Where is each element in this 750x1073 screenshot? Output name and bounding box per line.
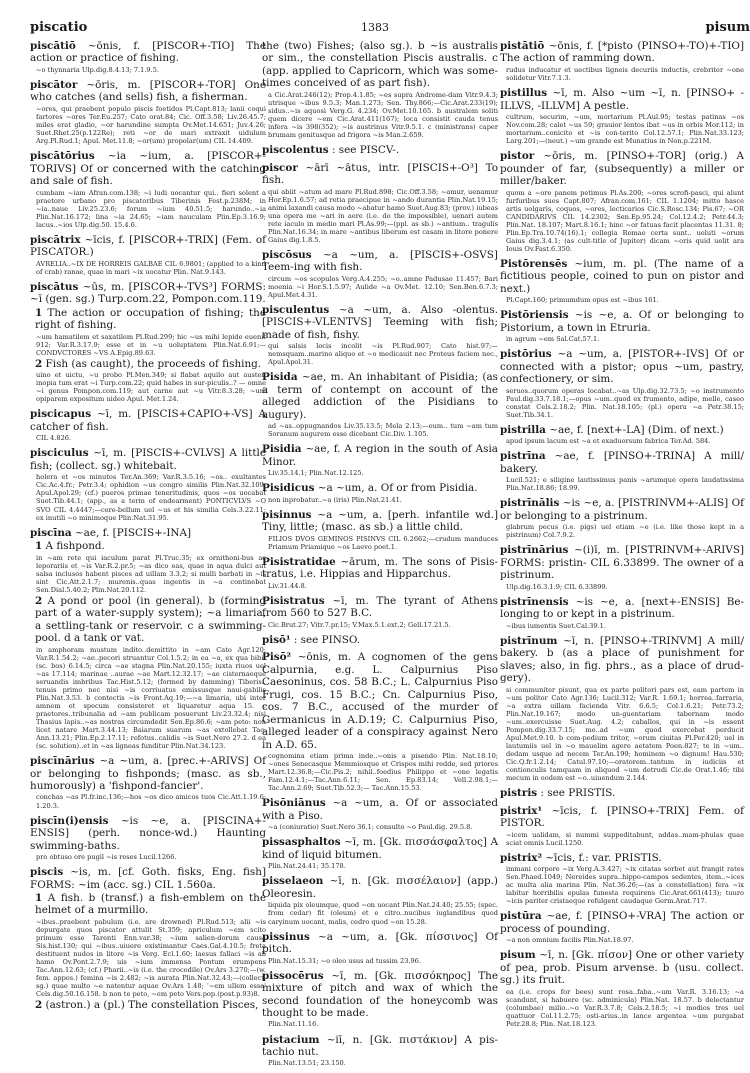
sense-number: 2 [35,999,43,1012]
citations: FILIOS DVOS GEMINOS PISINVS CIL 6.2662;—crudum manduces Priamum Priamique ~os Laevo poet.1. [268,534,498,551]
entry-head [500,596,744,621]
definition: ~a ~um, a. [PISCIS+-OSVS] Teem-ing with fish. [262,248,498,274]
dictionary-entry [500,348,744,419]
entry-head [500,805,744,830]
headword: piscīna [30,526,72,539]
citations: non inprobatur..~a (iris) Plin.Nat.21.41. [268,495,402,504]
dictionary-entry [30,281,266,404]
entry-head [500,450,744,475]
headword: Pistōrensēs [500,257,568,270]
headword: pissinus [262,930,310,943]
dictionary-entry [500,40,744,82]
headword: pistrix² [500,851,543,864]
dictionary-entry [262,634,498,646]
citations: in ~am rete qui iaculum parat Pl.Truc.35; ex ornithoni-bus ac leporariis et ~is Var.R.2.pr.5; ~as dico eas, quae in aqua dulci aut salsa inclusos habent pisces ad uillam 3.3.2; si mulli barbati in ~is sint Cic.Att.2.1.7; murenis..quas ingentis in ~a continebat Sen.Dial.5.40.2; Plin.Nat.20.112. [36,553,266,594]
entry-head [262,634,498,646]
citations: AVRELIA..~IX DE HORREIS GALBAE CIL 6.9801; (applied to a kind of crab) ranae, quae in mari ~ix uocatur Plin. Nat.9.143. [36,259,266,276]
entry-head [262,509,498,534]
dictionary-entry [262,482,498,504]
citations: quom a ~ore panem petimus Pl.As.200; ~ores scrofi-pasci, qui alunt furfuribus sues Capt.807; Afran.com.161; CIL 1.1204; mitto hasce artis uolgaris, coquos, ~ores, lecticarios Cic.S.Rosc.134; Pis.67; ~OR CANDIDARIVS CIL 14.2302; Sen.Ep.95.24; Col.12.4.2; Petr.44.3; Plin.Nat. 18.107; Mart.8.16.1; hinc ~or fatuas facit placentas 11.31. 8; Plin.Ep.Tra.10.74(16).1; collegia Romae certa sunt.. ueluti ~orum Gaius dig.3.4.1; (as cult-title of Jupiter) dicam ~oris quid uelit ara Iouis Ov.Fast.6.350. [506,188,744,253]
headword: Pisida [262,371,298,384]
definition: ~is ~e, a. [PISTRINVM+-ALIS] Of or belonging to a pistrinum. [500,497,744,522]
entry-head [262,931,498,956]
headword: pistrix¹ [500,804,543,817]
sense [30,307,266,332]
dictionary-entry [30,527,266,750]
definition: ~a ~um, a. Of or associated with a Piso. [262,797,498,822]
headword: pisō¹ [262,633,291,646]
citations: apud ipsum lacum est ~a et exaduorsum fabrica Ter.Ad. 584. [506,437,711,446]
dictionary-entry [500,596,744,630]
entry-head [500,424,744,436]
sense-number: 2 [35,594,43,607]
definition: ~ī, m. [PISCIS+-CVLVS] A little fish; (collect. sg.) whitebait. [30,447,266,472]
column-1 [30,40,266,1017]
definition: ~is ~e, a. [PISCINA+-ENSIS] (perh. nonce-wd.) Haunting swimming-baths. [30,814,266,852]
definition: ~ae, f. A region in the south of Asia Minor. [262,443,499,468]
entry-head [500,635,744,685]
citations: ~um hamatilem et saxatilem Pl.Rud.299; hic ~us mihi lepide euenit 912; Var.R.3.17.9; esse et in ~u uoluptatem Plin.Nat.6.91;—CONDVCTORES ~VS A.Epig.89.63. [36,332,266,357]
definition: ~ia ~ium, a. [PISCOR+-TORIVS] Of or concerned with the catching and sale of fish. [30,150,266,188]
sense-text: A fishpond. [45,540,105,553]
headword: pistrīnālis [500,497,560,510]
headword: pistrīna [500,450,546,463]
definition: ~a ~um, a. [PISTOR+-IVS] Of or connected with a pistor; opus ~um, pastry, confectionery, or sim. [500,348,744,386]
headword: pisculentus [262,303,330,316]
entry-head [500,910,744,935]
definition: ~ōnis, m. A cognomen of the gens Calpurnia, e.g. L. Calpurnius Piso Caesoninus, cos. 58 B.C.; L. Calpurnius Piso Frugi, cos. 15 B.C.; Cn. Calpurnius Piso, cos. 7 B.C., accused of the murder of Germanicus in A.D.19; C. Calpurnius Piso, alleged leader of a conspiracy against Nero in A.D. 65. [262,651,498,751]
citations: Liv.31.44.8. [268,581,307,590]
citations: Plin.Nat.15.31; ~o oleo usus ad tussim 23.96. [268,956,421,965]
dictionary-entry [262,1034,498,1068]
dictionary-entry [262,836,498,870]
dictionary-entry [262,651,498,792]
entry-head [30,866,266,891]
dictionary-entry [30,447,266,521]
definition: ~(i)ī, m. [PISTRINVM+-ARIVS] FORMS: pristin- CIL 6.33899. The owner of a pistrinum. [500,544,744,582]
headword: Pisidia [262,443,302,456]
dictionary-entry [262,509,498,551]
entry-head [262,249,498,274]
citations: Cic.Brut.27; Vitr.7.pr.15; V.Max.5.1.ext.2; Gell.17.21.5. [268,620,451,629]
sense-number: 1 [35,892,43,904]
dictionary-entry [30,815,266,861]
definition: ~ī, n. [PINSO+-TRINVM] A mill/ bakery. b (as a place of punishment for slaves; also, in fig. phrs., as a place of drud-gery). [500,634,744,685]
running-head-right: pisum [705,20,750,35]
definition: ~ae, f. [PINSO+-VRA] The action or process of pounding. [500,910,744,935]
entry-head [30,150,266,187]
citations: pro obtuso ore pugil ~is reses Lucil.1266. [36,853,177,861]
sense [30,892,266,917]
sense-number: 2 [35,357,43,370]
entry-head [500,348,744,385]
headword: pistrīnum [500,634,558,647]
sense [30,595,266,645]
entry-head [262,482,498,494]
headword: piscātrix [30,233,81,246]
headword: pistōrius [500,348,552,361]
headword: pistūra [500,910,542,923]
headword: piscātōrius [30,150,95,163]
definition: ~ōris, m. [PINSO+-TOR] (orig.) A pounder of far, (subsequently) a miller or miller/baker. [500,150,744,188]
dictionary-entry [500,87,744,145]
definition: ~ārum, m. The sons of Pisis-tratus, i.e. Hippias and Hipparchus. [262,555,499,581]
entry-head [262,875,498,900]
definition: : see PISCV-. [331,144,400,157]
citations: Pl.Capt.160; primumdum opus est ~ibus 161. [506,296,659,305]
headword: pistor [500,150,535,163]
dictionary-entry [262,875,498,925]
citations: si communiter pisunt, qua ex parte politori pars est, eam partem in ~um politor Cato Agr.136; Lucil.312; Var.R. 1.69.1; horrea..farraria, ~a extra uillam facienda Vitr. 6.6.5; Col.1.6.21; Petr.73.2; Plin.Nat.19.167; modo un-guentariam tabernam modo ~um..exercuisse Suet.Aug. 4.2; caballos, qui in ~is essent Pompon.dig.33.7.15; me..ad ~um quod exercebat perducit Apul.Met.9.10. b com-pedium tritor, ~orum ciuitas Pl.Per.420; uel in lautumiis uel in ~o mauelim agere aetatem Poen.827; te in ~um.. dedam usque ad necem Ter.An.199; hominem ~o dignum! Hau.530; Cic.Q.fr.1.2.14; Catul.97.10;—oratorem..tantum in iudiciis et contionculis tamquam in aliquod ~um detrudi Cic.de Orat.1.46; tibi mecum in eodem est ~o..uiuendum 2.144. [506,685,744,783]
dictionary-entry [500,544,744,590]
sense [30,358,266,370]
citations: Plin.Nat.24.41; 35.178. [268,862,346,871]
sense-number: 1 [35,306,43,319]
dictionary-entry [30,40,266,74]
dictionary-entry [262,162,498,244]
headword: Pisistratidae [262,555,336,568]
citations: Plin.Nat.13.51; 23.150. [268,1059,346,1068]
dictionary-entry [262,40,498,139]
entry-head [30,447,266,472]
entry-head [262,443,498,468]
citations: qui salsis locis incolit ~is Pl.Rud.907; Cato hist.97;— nemsquam..marino aliquo et ~o medicauit nec Proteus faciem nec., Apul.Apol.31. [268,342,498,367]
entry-head [30,527,266,539]
headword: pistacium [262,1033,320,1046]
definition: ~ōnis, f. [PISCOR+-TIO] The action or practice of fishing. [30,40,266,65]
entry-head [262,162,498,187]
sense [30,999,266,1011]
headword: piscolentus [262,144,329,157]
dictionary-entry [500,150,744,253]
definition: ~ī, m. The tyrant of Athens from 560 to 527 B.C. [262,594,498,620]
citations: ~ores, qui praebent populo piscis foetidos Pl.Capt.813; lanii coqui fartores ~ores Ter.Eu.257; Cato orat.84; Cic. Off.3.58; Liv.26.45.7; miles erat gladio, ~or harundine sumpta Ov.Met.14.651; Juv.4.26; Suet.Rhet.25(p.122Re); reti ~or de mari extraxit uidulum Arg.Pl.Rud.1; Apul. Met.11.8; ~or(um) propolar(um) CIL 14.409. [36,104,266,146]
citations: Ulp.dig.16.3.1.9; CIL 6.33899. [506,582,608,591]
definition: : see PRISTIS. [540,787,616,800]
citations: in agrum ~em Sal.Cat.57.1. [506,335,600,344]
headword: pistrīnensis [500,595,569,608]
sense-number: 1 [35,540,43,553]
definition: ~ōnis, f. [*pisto (PINSO+-TO)+-TIO] The action of ramming down. [500,40,744,65]
sense-text: The action or occupation of fishing; the right of fishing. [35,306,266,332]
entry-head [30,755,266,792]
entry-head [30,234,266,259]
citations: ~icem ualidam, si nummi suppeditabunt, addas..mam-phulas quae sciat omnis Lucil.1250. [506,830,744,847]
definition: ~a ~um, a. [perh. infantile wd.] Tiny, little; (masc. as sb.) a little child. [262,508,499,534]
citations: uino et uictu, ~u probo Pl.Men.349; si flabat aquilo aut auster, inopia tum erat ~i Turp.com.22; quid habes in sur-piculis..? — omne ~i genus Pompon.com.119; aut carne aut ~u Vitr.8.3.28; ~um opiparem expositum uideo Apul. Met.1.24. [36,371,266,404]
definition: ~is ~e, a. [next+-ENSIS] Be-longing to or kept in a pistrinum. [500,595,744,621]
dictionary-entry [500,787,744,799]
definition: : see PINSO. [293,633,361,646]
definition: ~ae, f. [next+-LA] (Dim. of next.) [549,423,724,436]
headword: piscōsus [262,248,312,261]
headword: piscātiō [30,40,76,52]
entry-head [262,970,498,1020]
headword: piscor [262,161,298,174]
citations: liquida pix oleumque, quod ~on uocant Plin.Nat.24.40; 25.55; (spec. from cedar) fit (oleum) et e citro..nucibus iuglandibus quod caryinum uocant, malis, cedro quod ~on 15.28. [268,901,498,926]
definition: ~ārī ~ātus, intr. [PISCIS+-O³] To fish. [262,161,498,187]
headword: piscīn(i)ensis [30,814,109,827]
dictionary-entry [30,408,266,442]
entry-head [500,497,744,522]
definition: ~ae, m. An inhabitant of Pisidia; (as a term of contempt on account of the alleged addiction of the Pisidians to augury). [262,371,498,421]
definition: ~īcis, f. [PISCOR+-TRIX] (Fem. of PISCATOR.) [30,233,266,259]
column-3 [500,40,744,1033]
dictionary-entry [500,805,744,847]
headword: Pisidicus [262,482,315,495]
dictionary-entry [262,443,498,477]
headword: pisum [500,949,536,962]
citations: ea (i.e. crops for bees) sunt rosa..faba..~um Var.R. 3.16.13; ~a scandunt, si habuere (sc. adminicula) Plin.Nat. 18.57. b delectantur (columbae) milio..~o Var.R.3.7.8; Cels.2.18.5; ~i modios tres uel quattuor Col.11.2.75; osti-arius..in lance argentea ~um purgabat Petr.28.8; Plin. Nat.18.123. [506,987,744,1028]
definition: ~ī, m. [Gk. πισσόκηρος] The mixture of pitch and wax of which the second foundation of the honeycomb was thought to be made. [262,969,498,1019]
definition: ~is ~e, a. Of or belonging to Pistorium, a town in Etruria. [500,309,744,334]
entry-head [500,787,744,799]
citations: a Cic.Arat.246(12); Prop.4.1.85; ~es supra Androme-dam Vitr.9.4.3; utrisque ~ibus 9.5.3; Man.1.273; Sen. Thy.866;—Cic.Arat.233(19); sidus..~is aquosi Verg.G. 4.234; Ov.Met.10.165. b australem soliti quem dicere ~em Cic.Arat.411(167); loca consistit cauda tenus infera ~is 398(352); ~is austrinus Vitr.9.5.1. c (ministrans) caper brumam genitusque ad frigora ~is Man.2.659. [268,90,498,140]
entry-head [30,79,266,104]
citations: ~a (coniuratio) Suet.Nero 36.1; consulto ~o Paul.dig. 29.5.8. [268,823,473,832]
dictionary-entry [500,949,744,1028]
definition: ~a ~um, a. [prec.+-ARIVS] Of or belonging to fishponds; (masc. as sb., humorously) a 'fishpond-fancier'. [30,755,266,792]
definition: ~ae, f. [PINSO+-TRINA] A mill/ bakery. [500,450,744,475]
definition: ~is, m. [cf. Goth. fisks, Eng. fish] FORMS: ~im (acc. sg.) CIL 1.560a. [30,866,266,891]
running-head-left: piscatio [30,20,88,35]
entry-head [262,651,498,751]
dictionary-entry [500,635,744,782]
citations: ~a non omnium facilis Plin.Nat.18.97. [506,936,634,945]
dictionary-entry [500,910,744,944]
dictionary-entry [262,144,498,156]
headword: pistrīnārius [500,544,569,557]
entry-head [500,258,744,295]
definition: the (two) Fishes; (also sg.). b ~is australis or sim., the constellation Piscis australis. c (app. applied to Capricorn, which was some-times conceived of as part fish). [262,40,498,90]
headword: pisselaeon [262,875,324,888]
headword: pistātiō [500,40,545,52]
citations: Liv.35.14.1; Plin.Nat.12.125. [268,469,364,478]
headword: Pisō² [262,651,292,664]
citations: ~ibus..praebent pabulum (i.e. are drowned) Pl.Rud.513; alii ~is depurgate quos piscator attulit St.359; apriculum ~em scito primum esse Tarenti Enn.var.38; ~ium salien-dorum causa Sis.hist.130; qui ~ibus..uiuere existimantur Caes.Gal.4.10.5; freta destituent nudos in litore ~is Verg. Ecl.1.60; laesus fallaci ~is ab hamo Ov.Pont.2.7.9; uis ~ium immensa Pontum erumpens Tac.Ann.12.63; (cf.) Pharii..~is (i.e. the crocodile) Ov.Ars 3.270;—(w. fem. appos.) femina ~is 2.482; ~is aurata Plin.Nat.32.43;—(collect. sg.) quae multo ~e natentur aquae Ov.Ars 1.48; '~em ullem esse' Cels.dig.50.16.158. b non te peto, ~em peto Vers.pop.(post.p.93)8. [36,917,266,999]
definition: ~a ~um, a. Of or from Pisidia. [317,482,478,495]
entry-head [500,309,744,334]
dictionary-entry [262,556,498,590]
entry-head [500,150,744,187]
dictionary-entry [500,309,744,343]
citations: in amphoram mustum indito..demittito in ~am Cato Agr.120; Var.R.1.54.2; ~ae..pecori struantur Col.1.5.2; in ea ~a, ex qua bibit (sc. bos) 6.14.5; circa ~ae stagna Plin.Nat.20.155; iuxta riuos uel ~as 17.114; marinae ..aurae ~ae Mart.12.32.17; ~ae cisternaeque seruandis imbribus Tac.Hist.5.12; (formed by damming) Tiberis.. tenuis primo nec nisi ~is corriuatus emissusque naui-gabilis Plin.Nat.3.53. b contectis ~is Front.Aq.19;—~a limaria, ubi inter amnem et specum consisteret et liquaretur aqua 15. c praetores..tribunalia ad ~am publicam posuerunt Liv.23.32.4; nisi Thasius lapis..~as nostras circumdedit Sen.Ep.86.6; ~am peto: non licet natare Mart.3.44.13; Baiarum suarum ~as extollebat Tac. Ann.13.21; Plin.Ep.2.17.11; refotus..calidis ~is Suet.Nero 27.2. d ea (sc. solution)..et in ~as ligneas funditur Plin.Nat.34.123. [36,645,266,750]
definition: ~ī, m. [Gk. πισσάσφαλτος] A kind of liquid bitumen. [262,836,498,861]
headword: pistrilla [500,423,546,436]
definition: ~īcis, f.: var. PRISTIS. [545,851,662,864]
dictionary-entry [30,79,266,145]
definition: ~ī, n. [Gk. πίσον] One or other variety of pea, prob. Pisum arvense. b (usu. collect. sg.) its fruit. [500,949,744,987]
entry-head [262,371,498,421]
definition: ~ōris, m. [PISCOR+-TOR] One who catches (and sells) fish, a fisherman. [30,79,266,104]
headword: piscātus [30,280,79,293]
headword: piscīnārius [30,755,95,768]
citations: circum ~os scopulos Verg.A.4.255; ~o..amne Padusae 11.457; Bari moenia ~i Hor.S.1.5.97; Aulide ~a Ov.Met. 12.10; Sen.Ben.6.7.3; Apul.Met.4.31. [268,274,498,299]
dictionary-entry [30,866,266,1012]
citations: glabrum pecus (i.e. pigs) uel etiam ~e (i.e. like those kept in a pistrinum) Col.7.9.2. [506,523,744,540]
dictionary-entry [500,450,744,492]
citations: cognomina etiam prima inde..~onis a pisendo Plin. Nat.18.10; ~ones Senecasque Memmiosque et Crispos mihi redde, sed priores Mart.12.36.8;—Cic.Pis.2; nihil..foedius Philippo et ~one legatis Fam.12.4.1;—Tac.Ann.6.11; Sen. Ep.83.14; Vell.2.98.1;—Tac.Ann.2.69; Suet.Tib.52.3;— Tac.Ann.15.53. [268,752,498,793]
citations: Lucil.521; e siligine lautissimus panis ~arumque opera laudatissima Plin.Nat.18.86; 18.99. [506,476,744,493]
definition: ~a ~um, a. Also -olentus. [PISCIS+-VLENTVS] Teeming with fish; made of fish, fishy. [262,303,498,341]
sense-text: (astron.) a (pl.) The constellation Pisces, [45,999,259,1012]
dictionary-entry [500,424,744,446]
citations: conchas ~as Pl.fr.inc.136;—hos ~os dico amicos tuos Cic.Att.1.19.6; 1.20.3. [36,793,266,810]
definition: ~ae, f. [PISCIS+-INA] [74,526,192,539]
entry-head [30,40,266,65]
entry-head [500,40,744,65]
dictionary-entry [500,497,744,539]
citations: cumbam ~iam Afran.com.138; ~i ludi uocantur qui.. fieri solent a praetore urbano pro piscatoribus Tiberinis Fest.p.238M; in ~ia..naue Liv.25.23.6; forum ~ium 40.51.5; harundo..~ia Plin.Nat.16.172; lina ~ia 24.65; ~iam nauculam Plin.Ep.3.16.9; lacus..~ios Ulp.dig.50. 15.4.6. [36,188,266,229]
dictionary-entry [262,249,498,299]
entry-head [262,304,498,341]
headword: piscicapus [30,408,92,421]
entry-head [262,836,498,861]
definition: ~ī, m. [PISCIS+CAPIO+-VS] A catcher of fish. [30,408,266,433]
entry-head [500,544,744,581]
dictionary-entry [262,371,498,438]
dictionary-entry [262,595,498,629]
definition: ~iī, n. [Gk. πιστάκιον] A pis-tachio nut. [262,1033,498,1058]
citations: seruos..quorum operas locabat..~as Ulp.dig.32.73.5; ~o instrumento Paul.dig.33.7.18.1;—opus ~um..quod ex frumento, adipe, melle, caseo constat Cels.2.18.2; Plin. Nat.18.105; (pl.) opera ~a Petr.38.15; Suet.Tib.34.1. [506,386,744,419]
sense-text: Fish (as caught), the proceeds of fishing. [45,357,262,370]
sense-text: A pond or pool (in general). b (forming part of a water-supply system); ~a limaria, a settling-tank or reservoir. c a swimming-pool. d a tank or vat. [35,594,266,645]
definition: ~ium, m. pl. (The name of a fictitious people, coined to pun on pistor and next.) [500,257,744,295]
citations: qui abiit ~atum ad mare Pl.Rud.898; Cic.Off.3.58; ~amur, uenamur Hor.Ep.1.6.57; ad retia praecipue in ~ando durantia Plin.Nat.19.15; animi laxandi causa modo ~abatur hamo Suet.Aug.83; (prov.) iubeas una opera me ~ari in aere (i.e. do the impossible), uenari autem rete iaculo in medio mari Pl.As.99;—(ppl. as sb.) ~antium.. tragulis Plin.Nat.16.34; in mare ~antibus liberum est casam in litore ponere Gaius dig.1.8.5. [268,187,499,244]
entry-head [500,949,744,986]
dictionary-entry [30,755,266,810]
dictionary-entry [30,150,266,229]
headword: pistris [500,787,538,800]
headword: pistillus [500,87,548,100]
entry-head [30,281,266,306]
dictionary-entry [30,234,266,276]
dictionary-entry [262,970,498,1029]
definition: ~ūs, m. [PISCOR+-TVS³] FORMS: ~ī (gen. sg.) Turp.com.22, Pompon.com.119. [30,280,266,306]
headword: pisinnus [262,508,312,521]
citations: CIL 4.826. [36,434,72,443]
entry-head [30,815,266,852]
headword: pissasphaltos [262,836,341,849]
citations: cultrum, securim, ~um, mortarium Pl.Aul.95; testas patinas ~os Nov.com.28; calet ~us 59; grauior lentos ibat ~us in orbis Mor.112; in mortarium..conicito et ~is con-terito Col.12.57.1; Plin.Nat.33.123; Larg.201;—(neut.) ~um grande est Munatius in Non.p.221M. [506,113,744,146]
citations: ad ~as..oppugnandos Liv.35.13.5; Mela 2.13;—eum.. tum ~am tum Soranum augurem esse dicebant Cic.Div. 1.105. [268,422,498,439]
sense [30,540,266,552]
definition: ~ī, n. [Gk. πισσέλαιον] (app.) Oleoresin. [262,875,498,900]
entry-head [30,408,266,433]
headword: Pisōniānus [262,797,326,810]
entry-head [262,40,498,90]
dictionary-entry [262,931,498,965]
entry-head [262,144,498,156]
headword: piscātor [30,79,78,91]
citations: rudus inducatur et uectibus ligneis decuriis inductis, crebriter ~one solidetur Vitr.7.1.3. [506,65,744,82]
sense-text: A fish. b (transf.) a fish-emblem on the helmet of a murmillo. [35,892,266,917]
column-2 [262,40,498,1073]
citations: holera et ~os minutos Ter.An.369; Var.R.3.5.16; ~os.. exultantes Cic.Ac.4.fr.; Petr.3.4; ophidion ~us congro similis Plin.Nat.32.109; Apul.Apol.29; (cf.) pueros primae teneritudinis, quos ~os uocabat Suet.Tib.44.1; (app., as a term of endearment) PONTICVLVS ~O SVO CIL 4.4447;—cere-bellum uel ~us et his similia Cels.3.22.11; ex inutili ~o minimoque Plin.Nat.31.95. [36,473,266,522]
dictionary-entry [500,258,744,304]
definition: ~a ~um, a. [Gk. πίσσινος] Of pitch. [262,930,498,956]
headword: pisciculus [30,447,89,460]
dictionary-entry [500,852,744,906]
headword: Pisistratus [262,594,325,607]
citations: immani corpore ~ix Verg.A.3.427; ~ix citatas sorbet aut frangit rates Sen.Phaed.1049; Nereides supra..hippo-campos sedentes, item..~ices ac multa alia marina Plin. Nat.36.26;—(as a constellation) fera ~ix labitur horribilis epulas funesta requirens Cic.Arat.661(413); tuuro ~icis pariter cristaeque refulgent caudaque Germ.Arat.717. [506,865,744,906]
citations: Plin.Nat.11.16. [268,1020,319,1029]
entry-head [262,797,498,822]
headword: piscis [30,866,64,879]
headword: pissocērus [262,969,324,982]
dictionary-entry [262,304,498,367]
definition: ~īcis, f. [PINSO+-TRIX] Fem. of PISTOR. [500,804,744,830]
citations: ~o thynnaria Ulp.dig.8.4.13; 7.1.9.5. [36,65,160,74]
headword: Pistōriensis [500,309,569,322]
entry-head [262,556,498,581]
entry-head [500,87,744,112]
citations: ~ibus iumentis Suet.Cal.39.1. [506,621,606,630]
entry-head [262,1034,498,1059]
page-number: 1383 [361,21,389,34]
entry-head [500,852,744,864]
dictionary-entry [262,797,498,831]
definition: ~ī, m. Also ~um ~ī, n. [PINSO+ -ILLVS, -ILLVM] A pestle. [500,87,744,112]
entry-head [262,595,498,620]
